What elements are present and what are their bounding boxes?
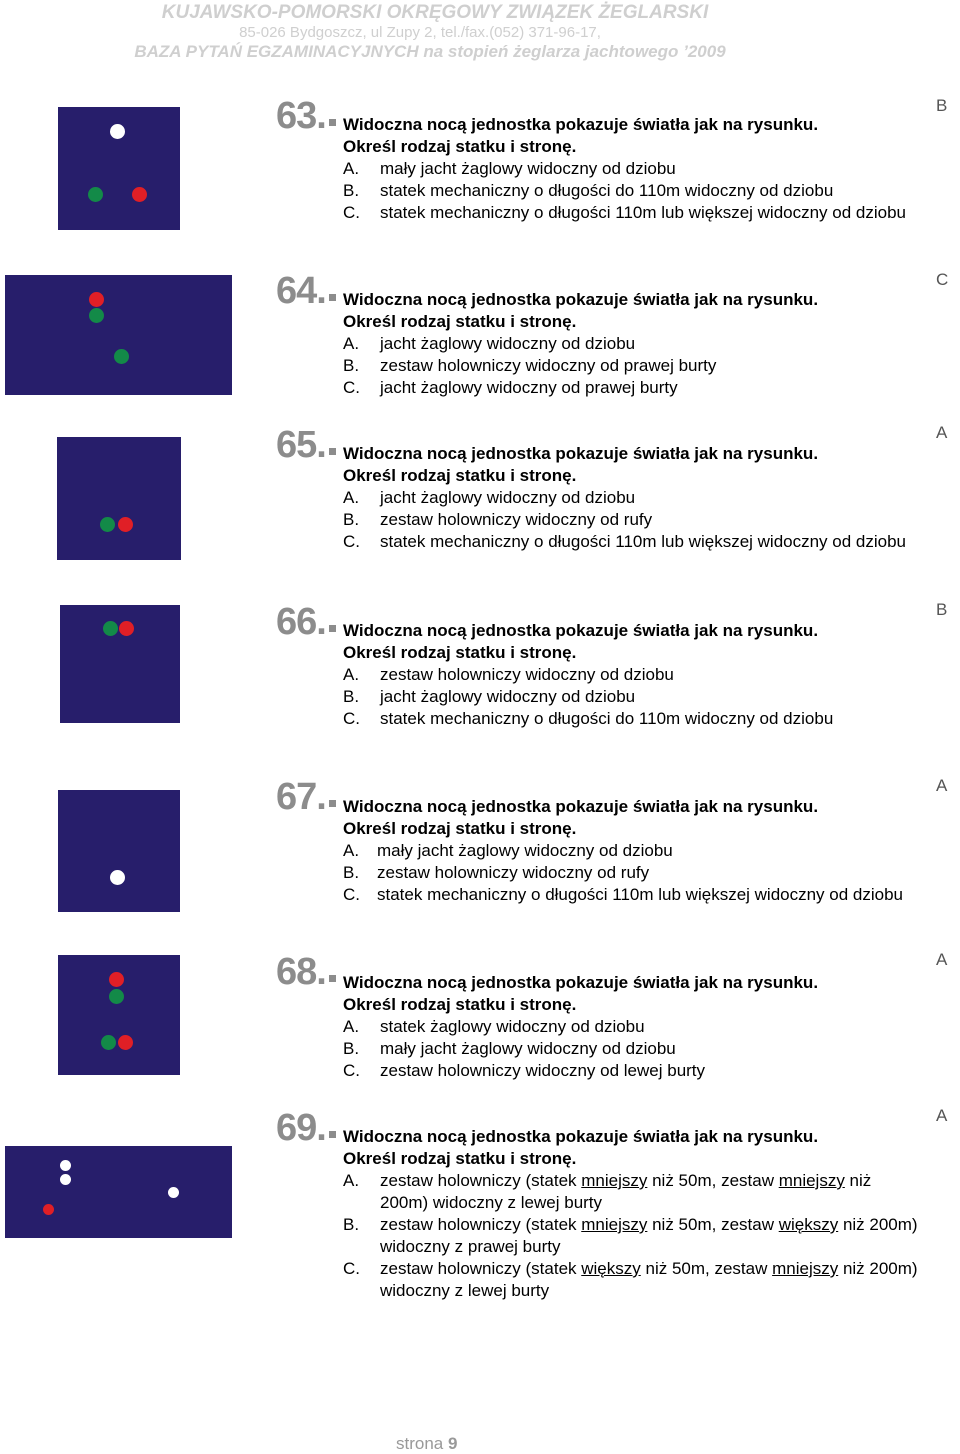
- white-light-icon: [110, 870, 125, 885]
- page-number: 9: [447, 1434, 458, 1453]
- red-light-icon: [43, 1204, 54, 1215]
- lights-figure-64: [5, 275, 232, 395]
- red-light-icon: [118, 1035, 133, 1050]
- header-title: BAZA PYTAŃ EGZAMINACYJNYCH na stopień żeglarza jachtowego ’2009: [134, 42, 726, 61]
- question-67: [343, 796, 923, 906]
- lights-figure-66: [60, 605, 180, 723]
- red-light-icon: [89, 292, 104, 307]
- answer-option-b[interactable]: B. zestaw holowniczy widoczny od rufy: [343, 510, 653, 529]
- lights-figure-69: [5, 1146, 232, 1238]
- question-64: [343, 289, 923, 399]
- red-light-icon: [132, 187, 147, 202]
- question-stem: Określ rodzaj statku i stronę.: [343, 643, 577, 662]
- question-69: [343, 1126, 923, 1302]
- question-number: 68.: [276, 952, 336, 992]
- answer-option-b[interactable]: B. zestaw holowniczy (statek mniejszy niż 50m, zestaw większy niż 200m) widoczny z prawej burty: [343, 1215, 918, 1256]
- question-66: [343, 620, 923, 730]
- answer-option-a[interactable]: A. zestaw holowniczy widoczny od dziobu: [343, 665, 674, 684]
- header-address: 85-026 Bydgoszcz, ul Zupy 2, tel./fax.(052) 371-96-17,: [239, 24, 601, 41]
- question-68: [343, 972, 923, 1082]
- question-number: 66.: [276, 602, 336, 642]
- answer-option-a[interactable]: A. mały jacht żaglowy widoczny od dziobu: [343, 159, 676, 178]
- question-stem: Określ rodzaj statku i stronę.: [343, 466, 577, 485]
- answer-option-b[interactable]: B. zestaw holowniczy widoczny od rufy: [343, 863, 650, 882]
- green-light-icon: [88, 187, 103, 202]
- correct-answer: B: [936, 600, 948, 619]
- question-stem: Określ rodzaj statku i stronę.: [343, 312, 577, 331]
- correct-answer: A: [936, 423, 948, 442]
- green-light-icon: [109, 989, 124, 1004]
- question-stem: Określ rodzaj statku i stronę.: [343, 819, 577, 838]
- question-stem: Widoczna nocą jednostka pokazuje światła jak na rysunku.: [343, 115, 819, 134]
- correct-answer: A: [936, 950, 948, 969]
- green-light-icon: [89, 308, 104, 323]
- question-63: [343, 114, 923, 224]
- answer-option-b[interactable]: B. mały jacht żaglowy widoczny od dziobu: [343, 1039, 676, 1058]
- correct-answer: A: [936, 776, 948, 795]
- answer-option-b[interactable]: B. jacht żaglowy widoczny od dziobu: [343, 687, 636, 706]
- answer-option-a[interactable]: A. zestaw holowniczy (statek mniejszy niż 50m, zestaw mniejszy niż 200m) widoczny z lewej burty: [343, 1171, 872, 1212]
- lights-figure-67: [58, 790, 180, 912]
- question-stem: Widoczna nocą jednostka pokazuje światła jak na rysunku.: [343, 290, 819, 309]
- question-stem: Określ rodzaj statku i stronę.: [343, 1149, 577, 1168]
- answer-option-c[interactable]: C. statek mechaniczny o długości 110m lub większej widoczny od dziobu: [343, 885, 904, 904]
- red-light-icon: [118, 517, 133, 532]
- answer-option-c[interactable]: C. zestaw holowniczy (statek większy niż 50m, zestaw mniejszy niż 200m) widoczny z lewej burty: [343, 1259, 918, 1300]
- question-number: 63.: [276, 96, 336, 136]
- question-stem: Określ rodzaj statku i stronę.: [343, 137, 577, 156]
- white-light-icon: [60, 1174, 71, 1185]
- answer-option-c[interactable]: C. statek mechaniczny o długości 110m lub większej widoczny od dziobu: [343, 203, 907, 222]
- answer-option-a[interactable]: A. mały jacht żaglowy widoczny od dziobu: [343, 841, 673, 860]
- green-light-icon: [101, 1035, 116, 1050]
- red-light-icon: [109, 972, 124, 987]
- question-stem: Widoczna nocą jednostka pokazuje światła jak na rysunku.: [343, 444, 819, 463]
- header-org-name: KUJAWSKO-POMORSKI OKRĘGOWY ZWIĄZEK ŻEGLARSKI: [161, 2, 709, 23]
- correct-answer: C: [936, 270, 949, 289]
- answer-option-c[interactable]: C. zestaw holowniczy widoczny od lewej burty: [343, 1061, 706, 1080]
- footer-label: strona: [396, 1434, 444, 1453]
- lights-figure-68: [58, 955, 180, 1075]
- white-light-icon: [110, 124, 125, 139]
- answer-option-c[interactable]: C. statek mechaniczny o długości 110m lub większej widoczny od dziobu: [343, 532, 907, 551]
- answer-option-a[interactable]: A. jacht żaglowy widoczny od dziobu: [343, 488, 636, 507]
- question-stem: Określ rodzaj statku i stronę.: [343, 995, 577, 1014]
- question-number: 65.: [276, 425, 336, 465]
- answer-option-c[interactable]: C. statek mechaniczny o długości do 110m widoczny od dziobu: [343, 709, 834, 728]
- correct-answer: B: [936, 96, 948, 115]
- white-light-icon: [60, 1160, 71, 1171]
- green-light-icon: [103, 621, 118, 636]
- answer-option-a[interactable]: A. jacht żaglowy widoczny od dziobu: [343, 334, 636, 353]
- answer-option-a[interactable]: A. statek żaglowy widoczny od dziobu: [343, 1017, 645, 1036]
- lights-figure-63: [58, 107, 180, 230]
- question-number: 67.: [276, 777, 336, 817]
- question-stem: Widoczna nocą jednostka pokazuje światła jak na rysunku.: [343, 797, 819, 816]
- question-number: 69.: [276, 1108, 336, 1148]
- page-footer: [396, 1434, 457, 1454]
- question-stem: Widoczna nocą jednostka pokazuje światła jak na rysunku.: [343, 621, 819, 640]
- question-stem: Widoczna nocą jednostka pokazuje światła jak na rysunku.: [343, 1127, 819, 1146]
- question-65: [343, 443, 923, 553]
- question-number: 64.: [276, 271, 336, 311]
- answer-option-b[interactable]: B. zestaw holowniczy widoczny od prawej burty: [343, 356, 717, 375]
- answer-option-c[interactable]: C. jacht żaglowy widoczny od prawej burty: [343, 378, 678, 397]
- red-light-icon: [119, 621, 134, 636]
- white-light-icon: [168, 1187, 179, 1198]
- green-light-icon: [114, 349, 129, 364]
- question-stem: Widoczna nocą jednostka pokazuje światła jak na rysunku.: [343, 973, 819, 992]
- correct-answer: A: [936, 1106, 948, 1125]
- green-light-icon: [100, 517, 115, 532]
- lights-figure-65: [57, 437, 181, 560]
- answer-option-b[interactable]: B. statek mechaniczny o długości do 110m widoczny od dziobu: [343, 181, 834, 200]
